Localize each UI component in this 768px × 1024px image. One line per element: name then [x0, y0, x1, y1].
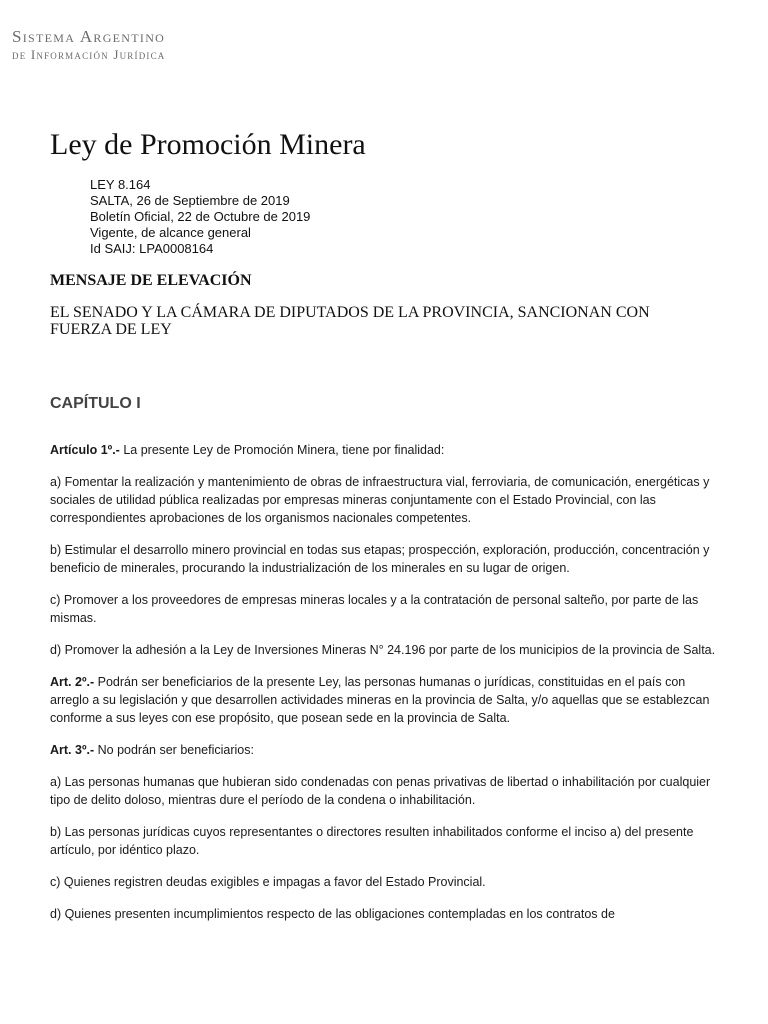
- law-place-date: SALTA, 26 de Septiembre de 2019: [90, 193, 290, 208]
- enacting-clause: EL SENADO Y LA CÁMARA DE DIPUTADOS DE LA PROVINCIA, SANCIONAN CON FUERZA DE LEY: [50, 304, 650, 338]
- document-title: Ley de Promoción Minera: [50, 128, 366, 161]
- law-saij-id: Id SAIJ: LPA0008164: [90, 241, 214, 256]
- chapter-heading: CAPÍTULO I: [50, 395, 141, 412]
- logo-line-1: Sistema Argentino: [12, 27, 166, 46]
- article-3-item-a: a) Las personas humanas que hubieran sido condenadas con penas privativas de libertad o inhabilitación por cualquier tipo de delito doloso, mientras dure el período de la condena o inhabilitación.: [50, 775, 711, 807]
- article-2-label: Art. 2º.-: [50, 675, 95, 689]
- article-3-item-d: d) Quienes presenten incumplimientos respecto de las obligaciones contempladas en los contratos de: [50, 907, 615, 921]
- section-heading-mensaje: MENSAJE DE ELEVACIÓN: [50, 272, 252, 289]
- article-3-item-b: b) Las personas jurídicas cuyos representantes o directores resulten inhabilitados conforme el inciso a) del presente artículo, por idéntico plazo.: [50, 825, 694, 857]
- law-metadata: [90, 177, 310, 257]
- article-1-text: La presente Ley de Promoción Minera, tiene por finalidad:: [119, 443, 445, 457]
- law-body: [50, 441, 720, 937]
- article-2-text: Podrán ser beneficiarios de la presente Ley, las personas humanas o jurídicas, constituidas en el país con arreglo a su legislación y que desarrollen actividades mineras en la provincia de Salta, y/o aquellas que se establezcan conforme a sus leyes con ese propósito, que posean sede en la provincia de Salta.: [50, 675, 710, 725]
- article-1-item-c: c) Promover a los proveedores de empresas mineras locales y a la contratación de personal salteño, por parte de las mismas.: [50, 593, 699, 625]
- law-number: LEY 8.164: [90, 177, 151, 192]
- saij-logo: [12, 28, 166, 61]
- article-3: [50, 741, 720, 759]
- law-bulletin: Boletín Oficial, 22 de Octubre de 2019: [90, 209, 311, 224]
- article-3-text: No podrán ser beneficiarios:: [94, 743, 254, 757]
- article-1-item-d: d) Promover la adhesión a la Ley de Inversiones Mineras N° 24.196 por parte de los municipios de la provincia de Salta.: [50, 643, 716, 657]
- article-3-item-c: c) Quienes registren deudas exigibles e impagas a favor del Estado Provincial.: [50, 875, 486, 889]
- law-status: Vigente, de alcance general: [90, 225, 251, 240]
- article-1-item-b: b) Estimular el desarrollo minero provincial en todas sus etapas; prospección, exploración, producción, concentración y beneficio de minerales, procurando la industrialización de los minerales en su lugar de origen.: [50, 543, 710, 575]
- article-2: [50, 673, 720, 727]
- article-1-label: Artículo 1º.-: [50, 443, 120, 457]
- article-1-item-a: a) Fomentar la realización y mantenimiento de obras de infraestructura vial, ferroviaria, de comunicación, energéticas y sociales de utilidad pública realizadas por empresas mineras conjuntamente con el Estado Provincial, con las correspondientes aprobaciones de los organismos nacionales competentes.: [50, 475, 710, 525]
- article-1: [50, 441, 720, 459]
- article-3-label: Art. 3º.-: [50, 743, 95, 757]
- logo-line-2: de Información Jurídica: [12, 47, 166, 62]
